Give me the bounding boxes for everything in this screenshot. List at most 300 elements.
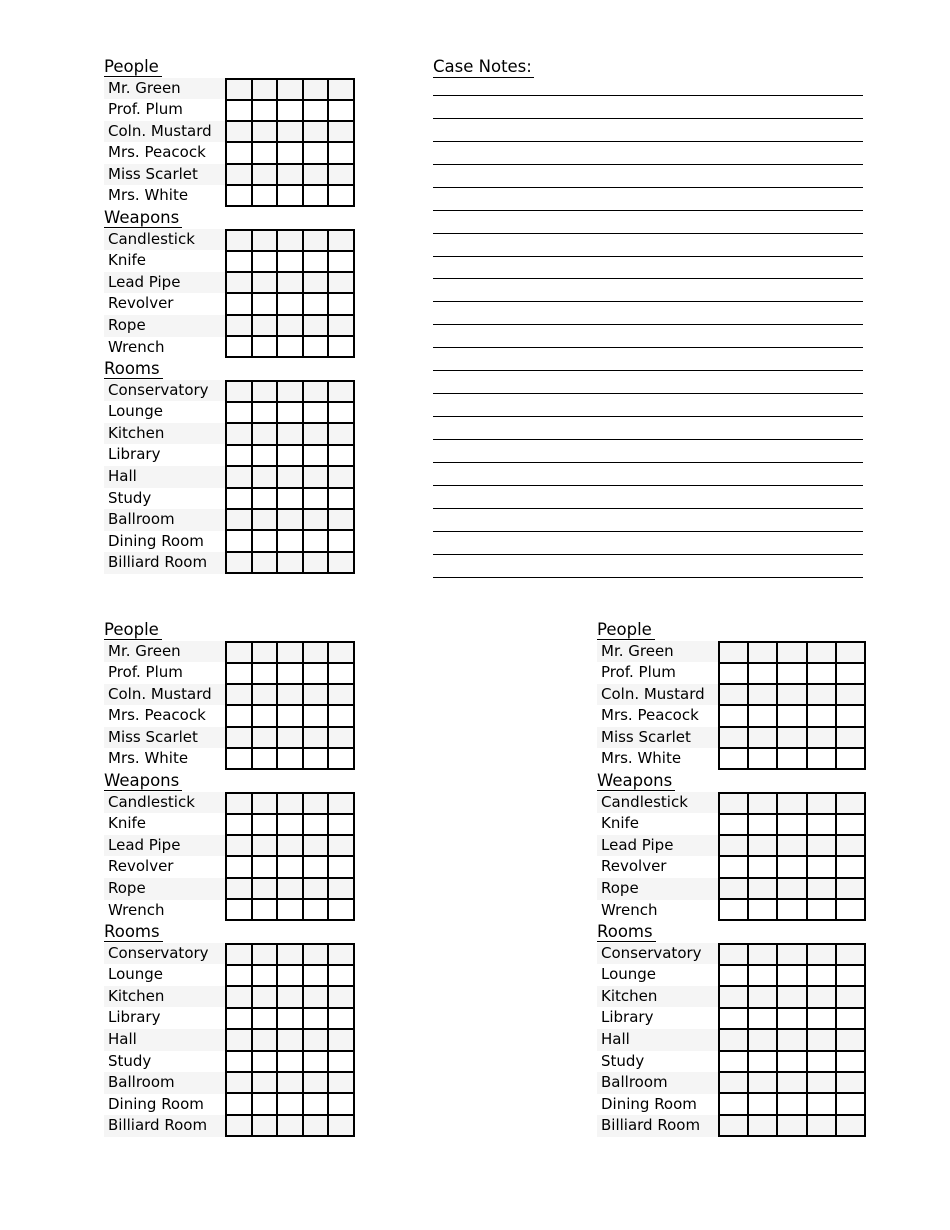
checkbox-cell[interactable]: [778, 706, 807, 725]
checkbox-cell[interactable]: [227, 101, 253, 120]
checkbox-cell[interactable]: [808, 728, 837, 747]
checkbox-cell[interactable]: [837, 945, 864, 964]
case-notes-line[interactable]: [433, 165, 863, 188]
checkbox-cell[interactable]: [749, 664, 778, 683]
checkbox-cell[interactable]: [253, 945, 279, 964]
checkbox-cell[interactable]: [808, 1073, 837, 1092]
checkbox-cell[interactable]: [304, 489, 330, 508]
checkbox-cell[interactable]: [253, 1052, 279, 1071]
checkbox-cell[interactable]: [329, 186, 353, 205]
checkbox-cell[interactable]: [278, 1009, 304, 1028]
case-notes-line[interactable]: [433, 96, 863, 119]
checkbox-cell[interactable]: [227, 728, 253, 747]
checkbox-cell[interactable]: [227, 231, 253, 250]
checkbox-cell[interactable]: [329, 531, 353, 550]
checkbox-cell[interactable]: [278, 252, 304, 271]
checkbox-cell[interactable]: [749, 879, 778, 898]
checkbox-cell[interactable]: [253, 794, 279, 813]
case-notes-line[interactable]: [433, 486, 863, 509]
checkbox-cell[interactable]: [720, 664, 749, 683]
checkbox-cell[interactable]: [720, 815, 749, 834]
checkbox-cell[interactable]: [749, 1009, 778, 1028]
checkbox-cell[interactable]: [808, 879, 837, 898]
checkbox-cell[interactable]: [227, 664, 253, 683]
checkbox-cell[interactable]: [227, 1116, 253, 1135]
checkbox-cell[interactable]: [304, 231, 330, 250]
checkbox-cell[interactable]: [278, 987, 304, 1006]
checkbox-cell[interactable]: [778, 794, 807, 813]
checkbox-cell[interactable]: [808, 1009, 837, 1028]
checkbox-cell[interactable]: [749, 1052, 778, 1071]
checkbox-cell[interactable]: [278, 1116, 304, 1135]
checkbox-cell[interactable]: [329, 316, 353, 335]
checkbox-cell[interactable]: [837, 1052, 864, 1071]
checkbox-cell[interactable]: [227, 966, 253, 985]
checkbox-cell[interactable]: [253, 143, 279, 162]
checkbox-cell[interactable]: [778, 945, 807, 964]
checkbox-cell[interactable]: [304, 186, 330, 205]
checkbox-cell[interactable]: [278, 643, 304, 662]
checkbox-cell[interactable]: [278, 900, 304, 919]
checkbox-cell[interactable]: [329, 664, 353, 683]
checkbox-cell[interactable]: [253, 337, 279, 356]
checkbox-cell[interactable]: [304, 728, 330, 747]
checkbox-cell[interactable]: [304, 510, 330, 529]
checkbox-cell[interactable]: [749, 966, 778, 985]
checkbox-cell[interactable]: [808, 1030, 837, 1049]
checkbox-cell[interactable]: [227, 879, 253, 898]
checkbox-cell[interactable]: [778, 966, 807, 985]
checkbox-cell[interactable]: [304, 685, 330, 704]
checkbox-cell[interactable]: [227, 815, 253, 834]
checkbox-cell[interactable]: [253, 900, 279, 919]
checkbox-cell[interactable]: [278, 1030, 304, 1049]
checkbox-cell[interactable]: [837, 1030, 864, 1049]
checkbox-cell[interactable]: [304, 382, 330, 401]
checkbox-cell[interactable]: [329, 122, 353, 141]
checkbox-cell[interactable]: [253, 966, 279, 985]
checkbox-cell[interactable]: [808, 836, 837, 855]
checkbox-cell[interactable]: [304, 1116, 330, 1135]
checkbox-cell[interactable]: [227, 273, 253, 292]
checkbox-cell[interactable]: [329, 273, 353, 292]
checkbox-cell[interactable]: [304, 945, 330, 964]
case-notes-line[interactable]: [433, 257, 863, 280]
checkbox-cell[interactable]: [720, 857, 749, 876]
checkbox-cell[interactable]: [329, 987, 353, 1006]
checkbox-cell[interactable]: [227, 143, 253, 162]
checkbox-cell[interactable]: [278, 122, 304, 141]
checkbox-cell[interactable]: [253, 101, 279, 120]
checkbox-cell[interactable]: [778, 728, 807, 747]
checkbox-cell[interactable]: [720, 836, 749, 855]
checkbox-cell[interactable]: [720, 643, 749, 662]
case-notes-line[interactable]: [433, 348, 863, 371]
checkbox-cell[interactable]: [329, 1116, 353, 1135]
checkbox-cell[interactable]: [329, 382, 353, 401]
checkbox-cell[interactable]: [329, 143, 353, 162]
case-notes-line[interactable]: [433, 142, 863, 165]
checkbox-cell[interactable]: [278, 1094, 304, 1113]
case-notes-line[interactable]: [433, 555, 863, 578]
checkbox-cell[interactable]: [808, 794, 837, 813]
checkbox-cell[interactable]: [329, 553, 353, 572]
checkbox-cell[interactable]: [837, 1009, 864, 1028]
checkbox-cell[interactable]: [720, 685, 749, 704]
checkbox-cell[interactable]: [778, 836, 807, 855]
checkbox-cell[interactable]: [329, 510, 353, 529]
checkbox-cell[interactable]: [808, 1094, 837, 1113]
checkbox-cell[interactable]: [329, 1009, 353, 1028]
case-notes-line[interactable]: [433, 532, 863, 555]
checkbox-cell[interactable]: [278, 489, 304, 508]
checkbox-cell[interactable]: [227, 403, 253, 422]
checkbox-cell[interactable]: [278, 101, 304, 120]
checkbox-cell[interactable]: [749, 836, 778, 855]
checkbox-cell[interactable]: [253, 294, 279, 313]
checkbox-cell[interactable]: [329, 80, 353, 99]
case-notes-line[interactable]: [433, 234, 863, 257]
checkbox-cell[interactable]: [329, 643, 353, 662]
checkbox-cell[interactable]: [778, 1073, 807, 1092]
checkbox-cell[interactable]: [253, 987, 279, 1006]
checkbox-cell[interactable]: [749, 900, 778, 919]
checkbox-cell[interactable]: [808, 966, 837, 985]
checkbox-cell[interactable]: [329, 294, 353, 313]
checkbox-cell[interactable]: [778, 900, 807, 919]
checkbox-cell[interactable]: [304, 900, 330, 919]
checkbox-cell[interactable]: [837, 836, 864, 855]
checkbox-cell[interactable]: [278, 316, 304, 335]
checkbox-cell[interactable]: [329, 165, 353, 184]
checkbox-cell[interactable]: [778, 664, 807, 683]
checkbox-cell[interactable]: [227, 446, 253, 465]
checkbox-cell[interactable]: [837, 794, 864, 813]
checkbox-cell[interactable]: [253, 643, 279, 662]
checkbox-cell[interactable]: [720, 706, 749, 725]
checkbox-cell[interactable]: [778, 857, 807, 876]
checkbox-cell[interactable]: [227, 857, 253, 876]
case-notes-line[interactable]: [433, 119, 863, 142]
checkbox-cell[interactable]: [227, 382, 253, 401]
checkbox-cell[interactable]: [720, 1094, 749, 1113]
checkbox-cell[interactable]: [278, 165, 304, 184]
checkbox-cell[interactable]: [329, 1030, 353, 1049]
checkbox-cell[interactable]: [304, 446, 330, 465]
checkbox-cell[interactable]: [253, 382, 279, 401]
checkbox-cell[interactable]: [304, 143, 330, 162]
checkbox-cell[interactable]: [227, 643, 253, 662]
case-notes-line[interactable]: [433, 73, 863, 96]
checkbox-cell[interactable]: [329, 403, 353, 422]
case-notes-lines[interactable]: [433, 73, 863, 578]
checkbox-cell[interactable]: [278, 273, 304, 292]
checkbox-cell[interactable]: [227, 489, 253, 508]
checkbox-cell[interactable]: [253, 122, 279, 141]
checkbox-cell[interactable]: [329, 836, 353, 855]
checkbox-cell[interactable]: [329, 231, 353, 250]
case-notes-line[interactable]: [433, 509, 863, 532]
checkbox-cell[interactable]: [837, 966, 864, 985]
checkbox-cell[interactable]: [808, 1116, 837, 1135]
checkbox-cell[interactable]: [808, 945, 837, 964]
checkbox-cell[interactable]: [304, 337, 330, 356]
checkbox-cell[interactable]: [253, 467, 279, 486]
checkbox-cell[interactable]: [720, 728, 749, 747]
checkbox-cell[interactable]: [253, 836, 279, 855]
checkbox-cell[interactable]: [278, 706, 304, 725]
checkbox-cell[interactable]: [227, 80, 253, 99]
checkbox-cell[interactable]: [329, 1094, 353, 1113]
checkbox-cell[interactable]: [837, 900, 864, 919]
checkbox-cell[interactable]: [749, 685, 778, 704]
checkbox-cell[interactable]: [227, 900, 253, 919]
checkbox-cell[interactable]: [808, 815, 837, 834]
checkbox-cell[interactable]: [304, 643, 330, 662]
checkbox-cell[interactable]: [253, 1116, 279, 1135]
case-notes-line[interactable]: [433, 279, 863, 302]
checkbox-cell[interactable]: [253, 531, 279, 550]
checkbox-cell[interactable]: [808, 900, 837, 919]
checkbox-cell[interactable]: [778, 1009, 807, 1028]
checkbox-cell[interactable]: [253, 685, 279, 704]
checkbox-cell[interactable]: [329, 467, 353, 486]
checkbox-cell[interactable]: [304, 122, 330, 141]
checkbox-cell[interactable]: [278, 231, 304, 250]
checkbox-cell[interactable]: [808, 685, 837, 704]
checkbox-cell[interactable]: [329, 337, 353, 356]
checkbox-cell[interactable]: [304, 531, 330, 550]
checkbox-cell[interactable]: [837, 685, 864, 704]
checkbox-cell[interactable]: [329, 1073, 353, 1092]
case-notes-line[interactable]: [433, 302, 863, 325]
checkbox-cell[interactable]: [227, 987, 253, 1006]
checkbox-cell[interactable]: [304, 294, 330, 313]
checkbox-cell[interactable]: [329, 945, 353, 964]
checkbox-cell[interactable]: [304, 424, 330, 443]
checkbox-cell[interactable]: [227, 467, 253, 486]
checkbox-cell[interactable]: [329, 900, 353, 919]
checkbox-cell[interactable]: [253, 815, 279, 834]
checkbox-cell[interactable]: [278, 1073, 304, 1092]
checkbox-cell[interactable]: [253, 252, 279, 271]
checkbox-cell[interactable]: [278, 794, 304, 813]
checkbox-cell[interactable]: [329, 424, 353, 443]
checkbox-cell[interactable]: [837, 706, 864, 725]
checkbox-cell[interactable]: [253, 273, 279, 292]
checkbox-cell[interactable]: [278, 424, 304, 443]
checkbox-cell[interactable]: [278, 467, 304, 486]
checkbox-cell[interactable]: [253, 80, 279, 99]
checkbox-cell[interactable]: [329, 749, 353, 768]
checkbox-cell[interactable]: [749, 728, 778, 747]
checkbox-cell[interactable]: [329, 706, 353, 725]
checkbox-cell[interactable]: [329, 966, 353, 985]
checkbox-cell[interactable]: [837, 664, 864, 683]
checkbox-cell[interactable]: [227, 553, 253, 572]
checkbox-cell[interactable]: [227, 836, 253, 855]
checkbox-cell[interactable]: [278, 80, 304, 99]
checkbox-cell[interactable]: [749, 1030, 778, 1049]
checkbox-cell[interactable]: [253, 1030, 279, 1049]
checkbox-cell[interactable]: [278, 446, 304, 465]
checkbox-cell[interactable]: [253, 553, 279, 572]
checkbox-cell[interactable]: [808, 706, 837, 725]
checkbox-cell[interactable]: [227, 294, 253, 313]
checkbox-cell[interactable]: [304, 165, 330, 184]
checkbox-cell[interactable]: [304, 857, 330, 876]
checkbox-cell[interactable]: [278, 664, 304, 683]
checkbox-cell[interactable]: [749, 987, 778, 1006]
checkbox-cell[interactable]: [304, 1073, 330, 1092]
checkbox-cell[interactable]: [304, 966, 330, 985]
checkbox-cell[interactable]: [329, 815, 353, 834]
checkbox-cell[interactable]: [720, 945, 749, 964]
checkbox-cell[interactable]: [329, 489, 353, 508]
checkbox-cell[interactable]: [278, 510, 304, 529]
checkbox-cell[interactable]: [837, 728, 864, 747]
checkbox-cell[interactable]: [278, 186, 304, 205]
checkbox-cell[interactable]: [749, 945, 778, 964]
checkbox-cell[interactable]: [304, 1009, 330, 1028]
checkbox-cell[interactable]: [329, 728, 353, 747]
checkbox-cell[interactable]: [227, 252, 253, 271]
checkbox-cell[interactable]: [227, 945, 253, 964]
checkbox-cell[interactable]: [278, 879, 304, 898]
checkbox-cell[interactable]: [253, 664, 279, 683]
case-notes-line[interactable]: [433, 463, 863, 486]
checkbox-cell[interactable]: [778, 685, 807, 704]
checkbox-cell[interactable]: [304, 273, 330, 292]
checkbox-cell[interactable]: [329, 101, 353, 120]
checkbox-cell[interactable]: [227, 1073, 253, 1092]
checkbox-cell[interactable]: [253, 857, 279, 876]
checkbox-cell[interactable]: [720, 987, 749, 1006]
checkbox-cell[interactable]: [253, 1073, 279, 1092]
checkbox-cell[interactable]: [720, 1009, 749, 1028]
checkbox-cell[interactable]: [253, 706, 279, 725]
checkbox-cell[interactable]: [227, 1094, 253, 1113]
checkbox-cell[interactable]: [278, 685, 304, 704]
case-notes-line[interactable]: [433, 371, 863, 394]
checkbox-cell[interactable]: [720, 879, 749, 898]
checkbox-cell[interactable]: [227, 316, 253, 335]
checkbox-cell[interactable]: [808, 987, 837, 1006]
checkbox-cell[interactable]: [253, 749, 279, 768]
checkbox-cell[interactable]: [778, 643, 807, 662]
case-notes-line[interactable]: [433, 394, 863, 417]
checkbox-cell[interactable]: [253, 316, 279, 335]
checkbox-cell[interactable]: [227, 186, 253, 205]
checkbox-cell[interactable]: [253, 165, 279, 184]
checkbox-cell[interactable]: [278, 945, 304, 964]
checkbox-cell[interactable]: [278, 382, 304, 401]
checkbox-cell[interactable]: [304, 706, 330, 725]
checkbox-cell[interactable]: [329, 446, 353, 465]
checkbox-cell[interactable]: [304, 879, 330, 898]
checkbox-cell[interactable]: [749, 815, 778, 834]
checkbox-cell[interactable]: [720, 1030, 749, 1049]
checkbox-cell[interactable]: [837, 643, 864, 662]
checkbox-cell[interactable]: [227, 510, 253, 529]
checkbox-cell[interactable]: [227, 706, 253, 725]
checkbox-cell[interactable]: [253, 186, 279, 205]
checkbox-cell[interactable]: [253, 424, 279, 443]
checkbox-cell[interactable]: [778, 749, 807, 768]
checkbox-cell[interactable]: [329, 685, 353, 704]
checkbox-cell[interactable]: [778, 987, 807, 1006]
checkbox-cell[interactable]: [278, 403, 304, 422]
checkbox-cell[interactable]: [278, 815, 304, 834]
checkbox-cell[interactable]: [749, 706, 778, 725]
checkbox-cell[interactable]: [720, 1116, 749, 1135]
checkbox-cell[interactable]: [304, 1052, 330, 1071]
checkbox-cell[interactable]: [720, 1052, 749, 1071]
checkbox-cell[interactable]: [278, 553, 304, 572]
checkbox-cell[interactable]: [837, 857, 864, 876]
checkbox-cell[interactable]: [278, 294, 304, 313]
checkbox-cell[interactable]: [749, 1094, 778, 1113]
checkbox-cell[interactable]: [304, 749, 330, 768]
checkbox-cell[interactable]: [749, 643, 778, 662]
checkbox-cell[interactable]: [227, 1009, 253, 1028]
checkbox-cell[interactable]: [720, 900, 749, 919]
checkbox-cell[interactable]: [304, 836, 330, 855]
checkbox-cell[interactable]: [778, 1094, 807, 1113]
case-notes-line[interactable]: [433, 417, 863, 440]
checkbox-cell[interactable]: [329, 252, 353, 271]
checkbox-cell[interactable]: [304, 403, 330, 422]
checkbox-cell[interactable]: [749, 1116, 778, 1135]
checkbox-cell[interactable]: [329, 857, 353, 876]
checkbox-cell[interactable]: [304, 664, 330, 683]
checkbox-cell[interactable]: [304, 1094, 330, 1113]
checkbox-cell[interactable]: [227, 165, 253, 184]
checkbox-cell[interactable]: [227, 1030, 253, 1049]
checkbox-cell[interactable]: [278, 1052, 304, 1071]
checkbox-cell[interactable]: [227, 424, 253, 443]
checkbox-cell[interactable]: [227, 685, 253, 704]
checkbox-cell[interactable]: [278, 857, 304, 876]
checkbox-cell[interactable]: [227, 337, 253, 356]
case-notes-line[interactable]: [433, 211, 863, 234]
checkbox-cell[interactable]: [837, 1073, 864, 1092]
checkbox-cell[interactable]: [304, 252, 330, 271]
checkbox-cell[interactable]: [253, 489, 279, 508]
checkbox-cell[interactable]: [778, 815, 807, 834]
checkbox-cell[interactable]: [278, 143, 304, 162]
checkbox-cell[interactable]: [808, 643, 837, 662]
checkbox-cell[interactable]: [749, 794, 778, 813]
checkbox-cell[interactable]: [749, 857, 778, 876]
checkbox-cell[interactable]: [278, 337, 304, 356]
checkbox-cell[interactable]: [808, 749, 837, 768]
checkbox-cell[interactable]: [304, 1030, 330, 1049]
checkbox-cell[interactable]: [304, 987, 330, 1006]
checkbox-cell[interactable]: [837, 879, 864, 898]
checkbox-cell[interactable]: [253, 879, 279, 898]
checkbox-cell[interactable]: [837, 1094, 864, 1113]
checkbox-cell[interactable]: [720, 966, 749, 985]
checkbox-cell[interactable]: [329, 879, 353, 898]
checkbox-cell[interactable]: [720, 1073, 749, 1092]
checkbox-cell[interactable]: [778, 1052, 807, 1071]
checkbox-cell[interactable]: [304, 316, 330, 335]
checkbox-cell[interactable]: [808, 664, 837, 683]
checkbox-cell[interactable]: [253, 1009, 279, 1028]
checkbox-cell[interactable]: [278, 728, 304, 747]
checkbox-cell[interactable]: [304, 101, 330, 120]
